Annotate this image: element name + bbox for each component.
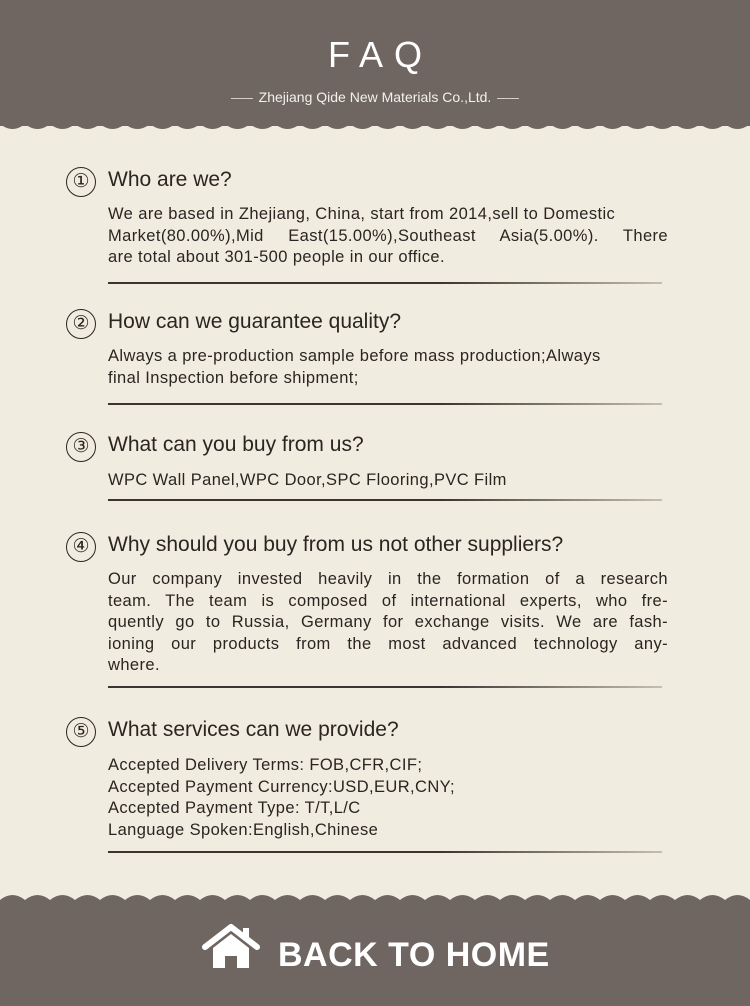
company-name: Zhejiang Qide New Materials Co.,Ltd.: [258, 89, 492, 105]
back-to-home-label: BACK TO HOME: [278, 936, 550, 974]
faq-answer-2: [108, 346, 668, 389]
faq-question-2: How can we guarantee quality?: [108, 310, 402, 333]
faq-number-2: ②: [66, 309, 96, 339]
answer-line: team. The team is composed of international experts, who fre-: [108, 591, 668, 610]
answer-line: Always a pre-production sample before mass production;Always: [108, 347, 601, 365]
faq-divider-3: [108, 499, 662, 501]
answer-line: ioning our products from the most advanced technology any-: [108, 634, 668, 653]
answer-line: Accepted Payment Currency:USD,EUR,CNY;: [108, 777, 455, 796]
home-icon: [200, 922, 262, 972]
faq-answer-4: [108, 569, 668, 677]
faq-question-4: Why should you buy from us not other suppliers?: [108, 533, 564, 556]
footer-wave-edge: [0, 892, 750, 906]
faq-divider-1: [108, 282, 662, 284]
subtitle-dash-left: [231, 98, 253, 99]
faq-divider-4: [108, 686, 662, 688]
faq-answer-1: [108, 204, 668, 269]
answer-line: Our company invested heavily in the formation of a research: [108, 570, 668, 588]
faq-number-5: ⑤: [66, 717, 96, 747]
header-wave-edge: [0, 118, 750, 132]
faq-question-3: What can you buy from us?: [108, 433, 364, 456]
faq-divider-5: [108, 851, 662, 853]
answer-line: We are based in Zhejiang, China, start from 2014,sell to Domestic: [108, 205, 616, 223]
back-to-home-button[interactable]: [200, 922, 560, 988]
answer-line: where.: [108, 656, 160, 674]
answer-line: are total about 301-500 people in our office.: [108, 248, 445, 266]
faq-divider-2: [108, 403, 662, 405]
faq-number-1: ①: [66, 167, 96, 197]
answer-line: quently go to Russia, Germany for exchange visits. We are fash-: [108, 613, 668, 631]
faq-number-4: ④: [66, 532, 96, 562]
page-title: FAQ: [327, 34, 434, 75]
faq-question-5: What services can we provide?: [108, 718, 399, 741]
faq-answer-5: [108, 755, 668, 841]
answer-line: WPC Wall Panel,WPC Door,SPC Flooring,PVC Film: [108, 471, 507, 489]
header-band: [0, 0, 750, 126]
faq-number-3: ③: [66, 432, 96, 462]
answer-line: Market(80.00%),Mid East(15.00%),Southeast Asia(5.00%). There: [108, 226, 668, 245]
answer-line: final Inspection before shipment;: [108, 368, 359, 387]
answer-line: Accepted Delivery Terms: FOB,CFR,CIF;: [108, 756, 423, 774]
faq-answer-3: [108, 470, 668, 492]
answer-line: Accepted Payment Type: T/T,L/C: [108, 799, 361, 817]
subtitle-dash-right: [497, 98, 519, 99]
answer-line: Language Spoken:English,Chinese: [108, 820, 379, 839]
company-subtitle: [0, 89, 750, 105]
faq-question-1: Who are we?: [108, 168, 232, 191]
